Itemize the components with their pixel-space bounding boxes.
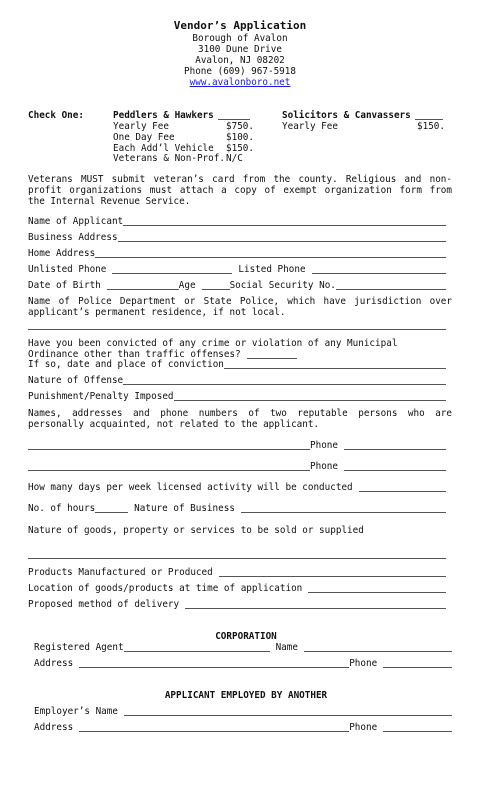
veterans-notice: Veterans MUST submit veteran’s card from the county. Religious and non-profit organizations must attach a copy of exempt organization form from the Internal Revenue Service. bbox=[28, 174, 452, 207]
fee-amount: $150. bbox=[226, 142, 254, 154]
phone-row bbox=[28, 265, 446, 276]
registered-agent-label: Registered Agent bbox=[34, 642, 124, 654]
delivery-label: Proposed method of delivery bbox=[28, 599, 180, 611]
fee-label: Veterans & Non-Prof. bbox=[113, 153, 225, 165]
reference-1-phone-label: Phone bbox=[310, 440, 338, 452]
punishment-label: Punishment/Penalty Imposed bbox=[28, 391, 174, 403]
employer-name-label: Employer’s Name bbox=[34, 706, 118, 718]
applicant-name-field[interactable] bbox=[123, 217, 446, 226]
days-per-week-row bbox=[28, 483, 446, 494]
corp-name-field[interactable] bbox=[304, 643, 452, 652]
nature-goods-field[interactable] bbox=[28, 550, 446, 559]
location-goods-field[interactable] bbox=[308, 584, 446, 593]
ssn-label: Social Security No. bbox=[229, 280, 336, 292]
home-address-field[interactable] bbox=[95, 249, 446, 258]
reference-2-row bbox=[28, 462, 446, 473]
peddlers-section bbox=[113, 111, 263, 165]
nature-business-label: Nature of Business bbox=[134, 503, 235, 515]
conviction-place-row bbox=[28, 360, 446, 371]
reference-2-phone-field[interactable] bbox=[344, 462, 446, 471]
fee-amount: N/C bbox=[226, 153, 243, 165]
peddlers-fee-list bbox=[113, 122, 263, 165]
fee-label: Yearly Fee bbox=[282, 121, 338, 132]
solicitors-fee-list bbox=[282, 122, 452, 133]
punishment-row bbox=[28, 392, 446, 403]
hours-label: No. of hours bbox=[28, 503, 96, 515]
peddlers-heading: Peddlers & Hawkers bbox=[113, 110, 214, 122]
corp-phone-field[interactable] bbox=[383, 659, 452, 668]
home-address-label: Home Address bbox=[28, 248, 96, 260]
unlisted-phone-field[interactable] bbox=[112, 265, 232, 274]
birth-row bbox=[28, 281, 446, 292]
org-street: 3100 Dune Drive bbox=[198, 44, 282, 55]
reference-1-field[interactable] bbox=[28, 441, 310, 450]
home-address-row bbox=[28, 249, 446, 260]
days-per-week-label: How many days per week licensed activity will be conducted bbox=[28, 482, 353, 494]
form-title: Vendor’s Application bbox=[173, 19, 307, 32]
conviction-place-label: If so, date and place of conviction bbox=[28, 359, 224, 371]
nature-business-field[interactable] bbox=[241, 504, 446, 513]
conviction-place-field[interactable] bbox=[224, 360, 446, 369]
nature-offense-field[interactable] bbox=[123, 376, 446, 385]
employer-name-field[interactable] bbox=[124, 707, 452, 716]
corp-phone-label: Phone bbox=[349, 658, 378, 670]
products-row bbox=[28, 568, 446, 579]
products-field[interactable] bbox=[219, 568, 446, 577]
days-per-week-field[interactable] bbox=[359, 483, 446, 492]
conviction-question-line2: Ordinance other than traffic offenses? bbox=[28, 349, 241, 360]
age-label: Age bbox=[178, 280, 196, 292]
fee-label: Yearly Fee bbox=[113, 121, 169, 132]
registered-agent-field[interactable] bbox=[124, 643, 270, 652]
corporation-heading: CORPORATION bbox=[215, 631, 277, 642]
org-name: Borough of Avalon bbox=[192, 33, 288, 44]
conviction-answer-field[interactable] bbox=[247, 350, 297, 359]
fee-amount: $100. bbox=[226, 131, 254, 143]
employer-address-row bbox=[34, 723, 452, 734]
police-dept-row bbox=[28, 321, 446, 332]
punishment-field[interactable] bbox=[174, 392, 446, 401]
corp-name-label: Name bbox=[275, 642, 298, 654]
fee-amount: $150. bbox=[417, 121, 445, 132]
reference-1-phone-field[interactable] bbox=[344, 441, 446, 450]
employer-name-row bbox=[34, 707, 452, 718]
business-address-row bbox=[28, 233, 446, 244]
solicitors-checkbox-line[interactable] bbox=[415, 111, 443, 120]
dob-label: Date of Birth bbox=[28, 280, 101, 292]
employer-phone-label: Phone bbox=[349, 722, 378, 734]
check-one-label: Check One: bbox=[28, 110, 84, 121]
listed-phone-field[interactable] bbox=[312, 265, 446, 274]
reference-1-row bbox=[28, 441, 446, 452]
employed-heading: APPLICANT EMPLOYED BY ANOTHER bbox=[164, 690, 328, 701]
nature-offense-row bbox=[28, 376, 446, 387]
website-link-wrap bbox=[28, 78, 452, 89]
references-label: Names, addresses and phone numbers of two reputable persons who are personally acquainted, not related to the applicant. bbox=[28, 408, 452, 430]
age-field[interactable] bbox=[202, 281, 230, 290]
nature-goods-label: Nature of goods, property or services to be sold or supplied bbox=[28, 525, 364, 536]
org-phone: Phone (609) 967-5918 bbox=[184, 66, 296, 77]
business-address-label: Business Address bbox=[28, 232, 118, 244]
location-goods-label: Location of goods/products at time of application bbox=[28, 583, 303, 595]
unlisted-phone-label: Unlisted Phone bbox=[28, 264, 107, 276]
applicant-name-row bbox=[28, 217, 446, 228]
nature-offense-label: Nature of Offense bbox=[28, 375, 124, 387]
website-link[interactable]: www.avalonboro.net bbox=[189, 77, 291, 88]
fee-label: Each Add’l Vehicle bbox=[113, 142, 214, 154]
fee-row bbox=[282, 122, 452, 133]
reference-2-field[interactable] bbox=[28, 462, 310, 471]
reference-2-phone-label: Phone bbox=[310, 461, 338, 473]
conviction-question bbox=[28, 339, 452, 361]
hours-field[interactable] bbox=[95, 504, 128, 513]
employer-address-label: Address bbox=[34, 722, 74, 734]
registered-agent-row bbox=[34, 643, 452, 654]
peddlers-checkbox-line[interactable] bbox=[218, 111, 250, 120]
fee-row bbox=[113, 154, 263, 165]
corp-address-field[interactable] bbox=[79, 659, 349, 668]
corp-address-label: Address bbox=[34, 658, 74, 670]
listed-phone-label: Listed Phone bbox=[238, 264, 306, 276]
employer-phone-field[interactable] bbox=[383, 723, 452, 732]
employer-address-field[interactable] bbox=[79, 723, 349, 732]
nature-goods-row bbox=[28, 550, 446, 561]
solicitors-heading: Solicitors & Canvassers bbox=[282, 110, 411, 122]
fee-amount: $750. bbox=[226, 121, 254, 132]
ssn-field[interactable] bbox=[336, 281, 446, 290]
hours-row bbox=[28, 504, 446, 515]
fee-label: One Day Fee bbox=[113, 131, 175, 143]
business-address-field[interactable] bbox=[118, 233, 446, 242]
products-label: Products Manufactured or Produced bbox=[28, 567, 213, 579]
police-dept-field[interactable] bbox=[28, 321, 446, 330]
applicant-name-label: Name of Applicant bbox=[28, 216, 124, 228]
delivery-row bbox=[28, 600, 446, 611]
delivery-field[interactable] bbox=[185, 600, 446, 609]
police-dept-label: Name of Police Department or State Police, which have jurisdiction over applicant’s permanent residence, if not local. bbox=[28, 296, 452, 318]
corp-address-row bbox=[34, 659, 452, 670]
solicitors-section bbox=[282, 111, 452, 133]
conviction-question-line1: Have you been convicted of any crime or violation of any Municipal bbox=[28, 338, 398, 349]
dob-field[interactable] bbox=[107, 281, 179, 290]
location-goods-row bbox=[28, 584, 446, 595]
org-city: Avalon, NJ 08202 bbox=[195, 55, 285, 66]
